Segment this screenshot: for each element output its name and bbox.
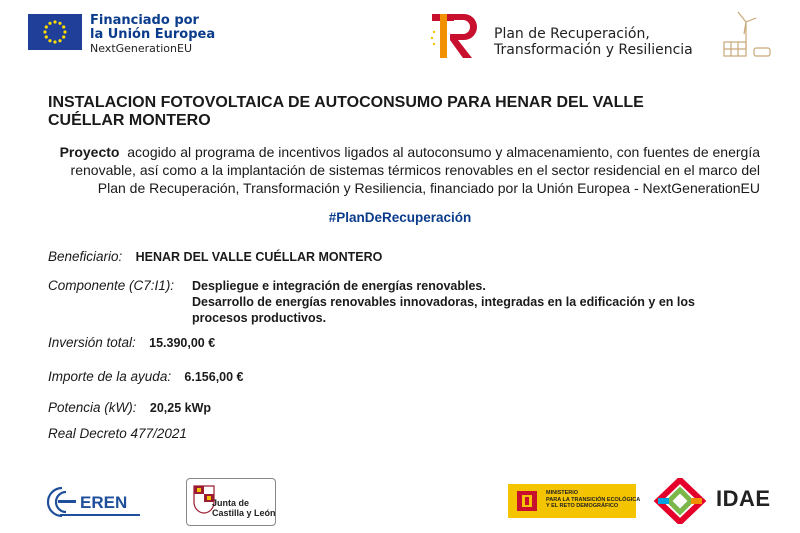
junta-line-2: Castilla y León xyxy=(212,508,276,518)
idae-mark-icon xyxy=(652,478,708,524)
beneficiario-value: HENAR DEL VALLE CUÉLLAR MONTERO xyxy=(135,250,383,264)
idae-logo-text: IDAE xyxy=(716,486,771,511)
eren-logo xyxy=(40,480,155,524)
project-description xyxy=(48,143,760,197)
plan-recuperacion-logo xyxy=(428,10,484,62)
ministerio-line-2: PARA LA TRANSICIÓN ECOLÓGICA xyxy=(546,496,641,503)
ministerio-line-1: MINISTERIO xyxy=(546,490,579,496)
real-decreto: Real Decreto 477/2021 xyxy=(48,426,187,441)
componente-value-3: procesos productivos. xyxy=(192,311,327,325)
title-line-2: CUÉLLAR MONTERO xyxy=(48,112,211,129)
hashtag: #PlanDeRecuperación xyxy=(328,210,472,225)
junta-line-1: Junta de xyxy=(212,498,250,508)
importe-row xyxy=(48,368,244,386)
description-line-1 xyxy=(48,143,760,161)
ministerio-text xyxy=(546,490,640,510)
eu-funding-text xyxy=(90,14,215,56)
eu-flag-logo xyxy=(28,14,82,50)
componente-value-1: Despliegue e integración de energías renovables. xyxy=(192,279,486,293)
componente-value-2: Desarrollo de energías renovables innovadoras, integradas en la edificación y en los xyxy=(192,295,695,309)
componente-label: Componente (C7:I1): xyxy=(48,278,175,293)
description-lead: Proyecto xyxy=(59,144,120,160)
plan-line-2: Transformación y Resiliencia xyxy=(494,42,693,58)
eu-line-1: Financiado por xyxy=(90,13,199,28)
potencia-label: Potencia (kW): xyxy=(48,400,137,415)
inversion-row xyxy=(48,334,215,352)
componente-value xyxy=(192,278,752,326)
project-title xyxy=(48,94,748,130)
junta-text xyxy=(212,498,276,518)
plan-recuperacion-text xyxy=(494,26,693,58)
wind-solar-icon xyxy=(718,8,776,62)
importe-value: 6.156,00 € xyxy=(184,370,244,384)
eu-line-2: la Unión Europea xyxy=(90,27,216,42)
description-line-2: renovable, así como a la implantación de sistemas térmicos renovables en el sector residencial en el marco del xyxy=(70,162,760,178)
potencia-value: 20,25 kWp xyxy=(149,401,212,415)
eren-logo-text: EREN xyxy=(80,493,128,512)
description-line-3: Plan de Recuperación, Transformación y Resiliencia, financiado por la Unión Europea - NextGenerationEU xyxy=(97,180,760,196)
ministerio-line-3: Y EL RETO DEMOGRÁFICO xyxy=(546,503,619,509)
description-line-1-text: acogido al programa de incentivos ligados al autoconsumo y almacenamiento, con fuentes de energía xyxy=(127,144,760,160)
inversion-value: 15.390,00 € xyxy=(149,336,216,350)
plan-line-1: Plan de Recuperación, xyxy=(494,26,650,42)
potencia-row xyxy=(48,399,211,417)
title-line-1: INSTALACION FOTOVOLTAICA DE AUTOCONSUMO PARA HENAR DEL VALLE xyxy=(48,94,644,111)
inversion-label: Inversión total: xyxy=(48,335,136,350)
spain-coat-of-arms-icon xyxy=(514,488,540,514)
beneficiario-label: Beneficiario: xyxy=(48,249,123,264)
importe-label: Importe de la ayuda: xyxy=(48,369,172,384)
eu-line-3: NextGenerationEU xyxy=(90,42,192,55)
beneficiario-row xyxy=(48,248,382,266)
